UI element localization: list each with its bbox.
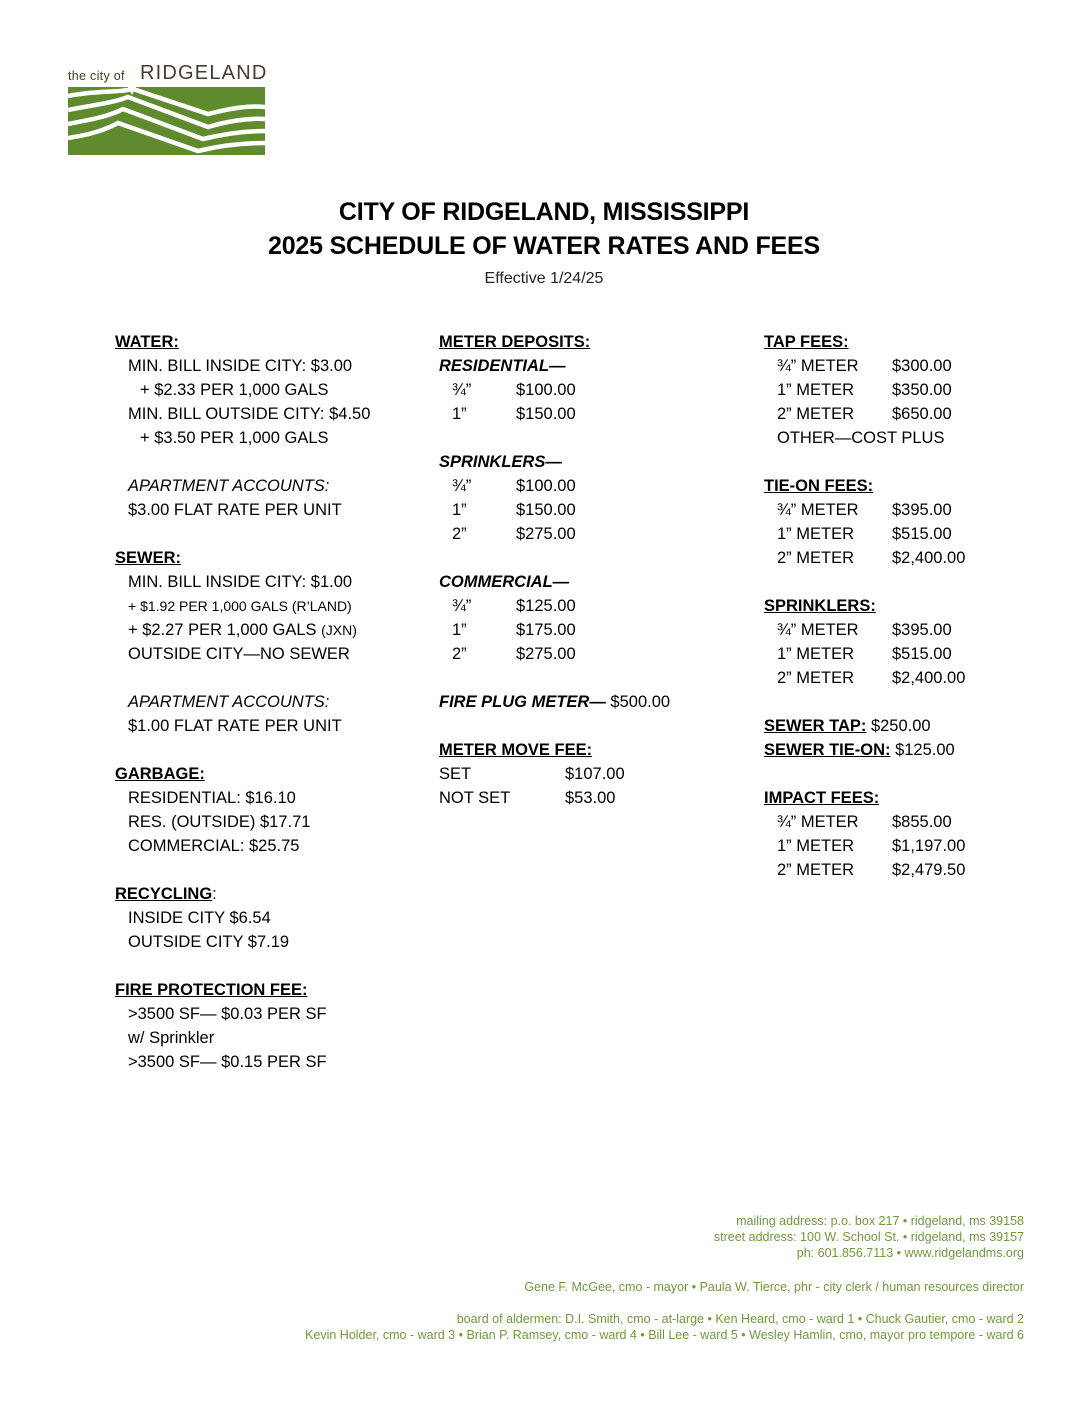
meter-size: 1” METER [777, 381, 855, 399]
sewer-heading: SEWER: [115, 549, 181, 567]
tap-fee-row [764, 354, 1024, 378]
impact-fee-row [764, 834, 1024, 858]
recycling-line: INSIDE CITY $6.54 [128, 909, 271, 927]
fee-amount: $2,400.00 [892, 549, 966, 567]
recycling-colon: : [212, 885, 217, 903]
deposit-amount: $125.00 [516, 597, 576, 615]
meter-size: ¾” [452, 597, 472, 615]
meter-size: 1” [452, 621, 467, 639]
page-title-line1: CITY OF RIDGELAND, MISSISSIPPI [338, 198, 750, 226]
garbage-line: COMMERCIAL: $25.75 [128, 837, 300, 855]
fee-amount: $1,197.00 [892, 837, 966, 855]
meter-size: ¾” METER [777, 501, 859, 519]
footer-contact [714, 1213, 1024, 1261]
meter-size: 2” [452, 645, 467, 663]
logo-name: RIDGELAND [140, 62, 268, 84]
meter-size: 1” METER [777, 837, 855, 855]
meter-size: 2” METER [777, 405, 855, 423]
meter-move-type: SET [439, 765, 472, 783]
deposit-row [439, 498, 729, 522]
deposit-amount: $175.00 [516, 621, 576, 639]
meter-size: 2” METER [777, 549, 855, 567]
column-meter-deposits [439, 330, 729, 810]
street-address: street address: 100 W. School St. • ridgeland, ms 39157 [713, 1230, 1024, 1244]
residential-subheading: RESIDENTIAL— [439, 357, 566, 375]
meter-size: 1” [452, 501, 467, 519]
tap-fee-row [764, 402, 1024, 426]
aldermen-line: Kevin Holder, cmo - ward 3 • Brian P. Ramsey, cmo - ward 4 • Bill Lee - ward 5 • Wesley Hamlin, cmo, mayor pro tempore - ward 6 [305, 1328, 1024, 1342]
meter-size: ¾” [452, 477, 472, 495]
tap-fee-row [764, 378, 1024, 402]
column-tap-fees [764, 330, 1024, 882]
fee-amount: $350.00 [892, 381, 952, 399]
fee-amount: $395.00 [892, 501, 952, 519]
fee-amount: $515.00 [892, 525, 952, 543]
tie-on-fee-row [764, 498, 1024, 522]
garbage-line: RESIDENTIAL: $16.10 [128, 789, 296, 807]
fire-protection-heading: FIRE PROTECTION FEE: [115, 981, 308, 999]
ridge-stripes-icon [68, 87, 265, 155]
aldermen-line: board of aldermen: D.I. Smith, cmo - at-large • Ken Heard, cmo - ward 1 • Chuck Gautier, cmo - ward 2 [456, 1312, 1024, 1326]
sewer-line: + $1.92 PER 1,000 GALS (R’LAND) [128, 598, 352, 614]
meter-size: ¾” METER [777, 357, 859, 375]
deposit-row [439, 378, 729, 402]
sprinkler-fee-row [764, 642, 1024, 666]
impact-fee-row [764, 810, 1024, 834]
tie-on-fee-row [764, 546, 1024, 570]
recycling-line: OUTSIDE CITY $7.19 [128, 933, 290, 951]
fee-amount: $2,479.50 [892, 861, 966, 879]
meter-move-heading: METER MOVE FEE: [439, 741, 593, 759]
meter-size: ¾” [452, 381, 472, 399]
sewer-jxn-note: (JXN) [321, 622, 357, 638]
deposit-row [439, 618, 729, 642]
city-logo [68, 62, 266, 155]
meter-size: 1” METER [777, 645, 855, 663]
commercial-subheading: COMMERCIAL— [439, 573, 570, 591]
meter-move-amount: $53.00 [565, 789, 616, 807]
meter-size: ¾” METER [777, 621, 859, 639]
tap-fee-other: OTHER—COST PLUS [777, 429, 945, 447]
deposit-row [439, 402, 729, 426]
fee-amount: $855.00 [892, 813, 952, 831]
sewer-line: OUTSIDE CITY—NO SEWER [128, 645, 350, 663]
deposit-amount: $275.00 [516, 525, 576, 543]
water-line: MIN. BILL INSIDE CITY: $3.00 [128, 357, 353, 375]
sprinkler-fee-row [764, 618, 1024, 642]
fee-amount: $650.00 [892, 405, 952, 423]
meter-move-type: NOT SET [439, 789, 511, 807]
meter-size: 1” METER [777, 525, 855, 543]
sewer-line: + $2.27 PER 1,000 GALS [128, 621, 322, 639]
water-apartment-label: APARTMENT ACCOUNTS: [128, 477, 330, 495]
deposit-row [439, 642, 729, 666]
deposit-row [439, 594, 729, 618]
sewer-apartment-rate: $1.00 FLAT RATE PER UNIT [128, 717, 342, 735]
impact-fee-row [764, 858, 1024, 882]
fee-amount: $395.00 [892, 621, 952, 639]
meter-size: 2” [452, 525, 467, 543]
meter-move-amount: $107.00 [565, 765, 625, 783]
sewer-tap-label: SEWER TAP: [764, 717, 867, 735]
tap-fees-heading: TAP FEES: [764, 333, 849, 351]
sewer-tie-on-label: SEWER TIE-ON: [764, 741, 891, 759]
meter-size: 2” METER [777, 669, 855, 687]
fire-protection-line: >3500 SF— $0.15 PER SF [128, 1053, 327, 1071]
deposit-amount: $150.00 [516, 405, 576, 423]
water-heading: WATER: [115, 333, 179, 351]
sewer-apartment-label: APARTMENT ACCOUNTS: [128, 693, 330, 711]
sprinkler-fee-row [764, 666, 1024, 690]
recycling-heading: RECYCLING [115, 885, 213, 903]
water-line: + $2.33 PER 1,000 GALS [140, 381, 329, 399]
logo-prefix: the city of [68, 69, 125, 83]
footer-officials: Gene F. McGee, cmo - mayor • Paula W. Tierce, phr - city clerk / human resources director [524, 1280, 1024, 1294]
column-utility-rates [115, 330, 415, 1074]
fee-amount: $300.00 [892, 357, 952, 375]
deposit-amount: $100.00 [516, 381, 576, 399]
meter-deposits-heading: METER DEPOSITS: [439, 333, 591, 351]
sewer-line: MIN. BILL INSIDE CITY: $1.00 [128, 573, 353, 591]
sewer-tap-value: $250.00 [866, 717, 931, 735]
sprinklers-subheading: SPRINKLERS— [439, 453, 562, 471]
impact-fees-heading: IMPACT FEES: [764, 789, 880, 807]
deposit-amount: $275.00 [516, 645, 576, 663]
page-title-line2: 2025 SCHEDULE OF WATER RATES AND FEES [268, 232, 820, 260]
water-apartment-rate: $3.00 FLAT RATE PER UNIT [128, 501, 342, 519]
meter-move-row [439, 762, 729, 786]
fee-amount: $2,400.00 [892, 669, 966, 687]
fire-plug-value: $500.00 [605, 693, 671, 711]
fire-protection-line: w/ Sprinkler [128, 1029, 215, 1047]
meter-move-row [439, 786, 729, 810]
effective-date: Effective 1/24/25 [484, 270, 604, 287]
phone-website: ph: 601.856.7113 • www.ridgelandms.org [796, 1246, 1024, 1260]
mailing-address: mailing address: p.o. box 217 • ridgeland, ms 39158 [736, 1214, 1024, 1228]
sewer-tie-on-value: $125.00 [890, 741, 955, 759]
fire-plug-label: FIRE PLUG METER— [439, 693, 606, 711]
deposit-amount: $150.00 [516, 501, 576, 519]
tie-on-fee-row [764, 522, 1024, 546]
deposit-amount: $100.00 [516, 477, 576, 495]
meter-size: ¾” METER [777, 813, 859, 831]
garbage-line: RES. (OUTSIDE) $17.71 [128, 813, 311, 831]
logo-wordmark [68, 62, 266, 84]
tie-on-fees-heading: TIE-ON FEES: [764, 477, 874, 495]
deposit-row [439, 522, 729, 546]
garbage-heading: GARBAGE: [115, 765, 205, 783]
deposit-row [439, 474, 729, 498]
meter-size: 1” [452, 405, 467, 423]
meter-size: 2” METER [777, 861, 855, 879]
sprinklers-heading: SPRINKLERS: [764, 597, 876, 615]
water-line: + $3.50 PER 1,000 GALS [140, 429, 329, 447]
water-line: MIN. BILL OUTSIDE CITY: $4.50 [128, 405, 371, 423]
fire-protection-line: >3500 SF— $0.03 PER SF [128, 1005, 327, 1023]
footer-aldermen [305, 1311, 1024, 1343]
fee-amount: $515.00 [892, 645, 952, 663]
